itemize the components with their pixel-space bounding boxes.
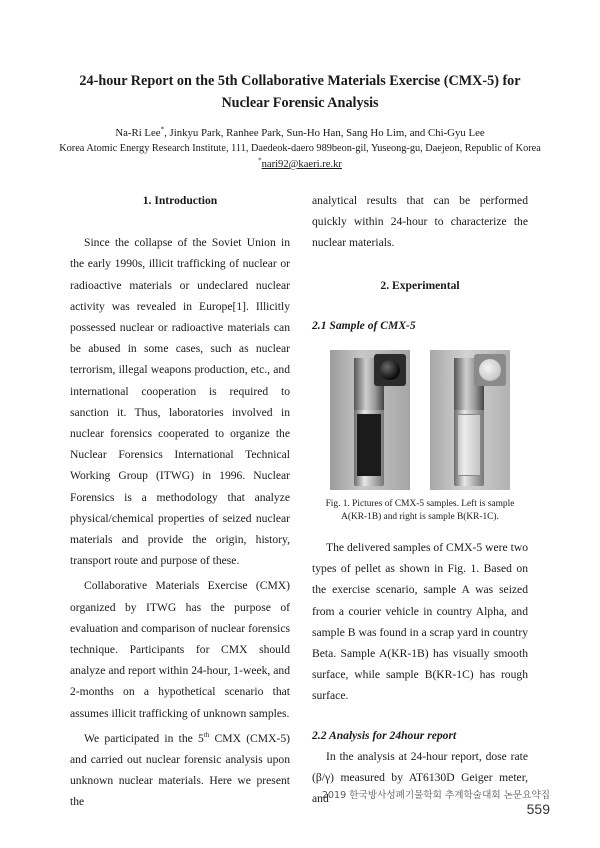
experimental-heading: 2. Experimental [380,278,460,292]
intro-p3-end: CMX (CMX-5) and carried out nuclear forensic analysis upon unknown nuclear materials. Here we present the [70,731,290,809]
figure-caption: Fig. 1. Pictures of CMX-5 samples. Left is sample A(KR-1B) and right is sample B(KR-1C). [325,499,515,522]
proceedings-name: 2019 한국방사성폐기물학회 추계학술대회 논문요약집 [321,790,550,801]
paper-title [40,70,560,114]
author-list [40,125,560,141]
ordinal-sup: th [203,731,210,740]
sample-figure [312,350,528,490]
intro-paragraph-2: Collaborative Materials Exercise (CMX) organized by ITWG has the purpose of evaluation and comparison of nuclear forensics technique. Participants for CMX should analyze and report within 24-hour, 1-week, and 2-months on a hypothetical scenario that assumes illicit trafficking of unknown samples. [70,579,290,720]
sample-b-photo [430,350,510,490]
email-address[interactable]: nari92@kaeri.re.kr [261,159,342,170]
first-author: Na-Ri Lee [115,127,161,139]
page-number: 559 [526,801,550,817]
experimental-paragraph-1: The delivered samples of CMX-5 were two types of pellet as shown in Fig. 1. Based on the exercise scenario, sample A was seized from a courier vehicle in country Alpha, and sample B was found in a scrap yard in country Beta. Sample A(KR-1B) has visually smooth surface, while sample B(KR-1C) has rough surface. [312,541,528,703]
pellet-b-inset [474,354,506,386]
sample-a-photo [330,350,410,490]
subsection-2-2-heading: 2.2 Analysis for 24hour report [312,728,457,742]
experimental-paragraph-2: In the analysis at 24-hour report, dose rate (β/γ) measured by AT6130D Geiger meter, and [312,749,528,806]
vial-a-label [357,414,381,476]
right-column [312,190,528,809]
email-mark: * [258,156,262,165]
intro-heading: 1. Introduction [142,194,218,207]
intro-continuation: analytical results that can be performed quickly within 24-hour to characterize the nuclear materials. [312,194,528,250]
subsection-2-1-heading: 2.1 Sample of CMX-5 [312,318,416,332]
vial-b-label [457,414,481,476]
corresponding-email [40,157,560,173]
intro-paragraph-3 [70,728,290,813]
pellet-a-inset [374,354,406,386]
affiliation: Korea Atomic Energy Research Institute, 111, Daedeok-daero 989beon-gil, Yuseong-gu, Daejeon, Republic of Korea [59,143,541,154]
corresponding-mark: * [160,125,165,134]
title-line-2: Nuclear Forensic Analysis [221,95,379,111]
page-footer [310,787,550,817]
title-line-1: 24-hour Report on the 5th Collaborative Materials Exercise (CMX-5) for [79,73,521,89]
co-authors: , Jinkyu Park, Ranhee Park, Sun-Ho Han, Sang Ho Lim, and Chi-Gyu Lee [164,127,485,139]
left-column [70,190,290,813]
intro-p3-start: We participated in the 5 [84,731,204,745]
intro-paragraph-1: Since the collapse of the Soviet Union in the early 1990s, illicit trafficking of nuclear or radioactive materials or undeclared nuclear activity was revealed in Europe[1]. Illicitly possessed nuclear or radioactive materials can be abused in some cases, such as nuclear terrorism, illegal weapons production, etc., and international cooperation is required to sanction it. Thus, laboratories involved in nuclear forensics cooperated to organize the Nuclear Forensics International Technical Working Group (ITWG) in 1996. Nuclear Forensics is a methodology that analyze physical/chemical properties of seized nuclear materials and provide the origin, history, transport route and purpose of these. [70,236,290,568]
